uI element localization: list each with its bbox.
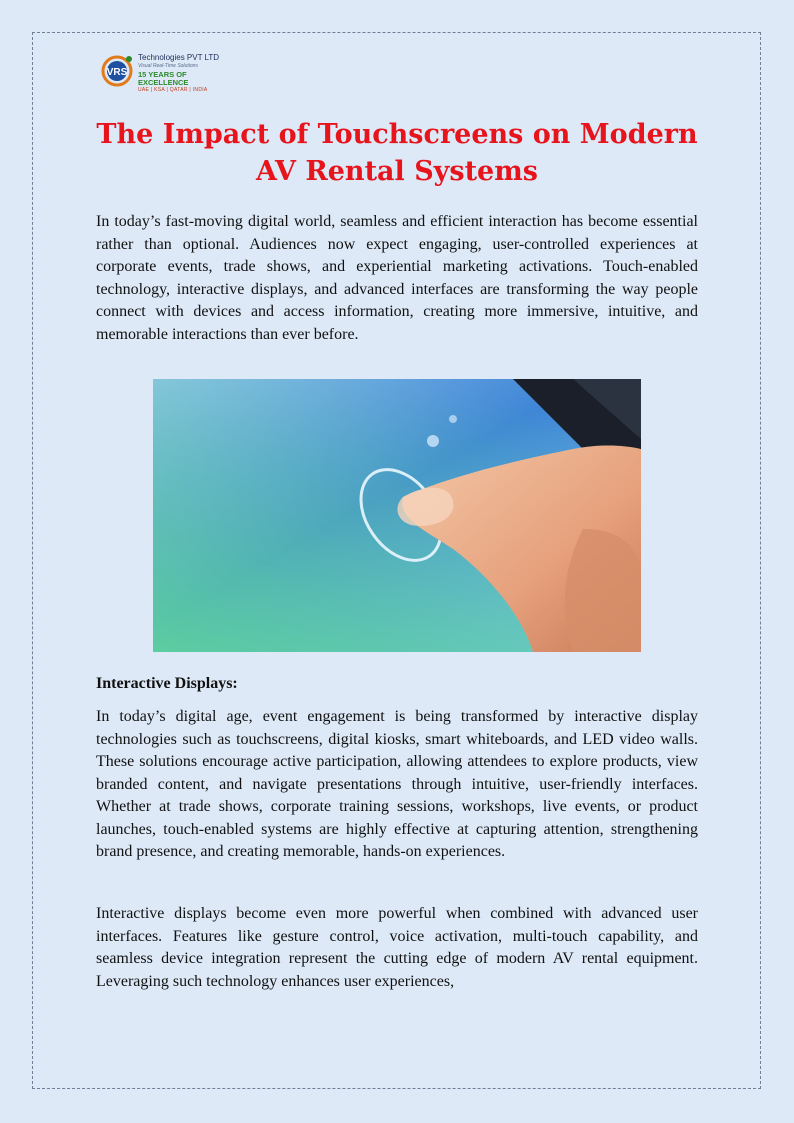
logo-mark-text: VRS <box>106 67 128 78</box>
logo-regions: UAE | KSA | QATAR | INDIA <box>138 87 208 93</box>
article-title: The Impact of Touchscreens on Modern AV Rental Systems <box>96 119 698 187</box>
section-paragraph-1: In today’s digital age, event engagement is being transformed by interactive display technologies such as touchscreens, digital kiosks, smart whiteboards, and LED video walls. These solutions encourage active participation, allowing attendees to explore products, view branded content, and navigate presentations through intuitive, user-friendly interfaces. Whether at trade shows, corporate training sessions, workshops, live events, or product launches, touch-enabled systems are highly effective at capturing attention, strengthening brand presence, and creating memorable, hands-on experiences. <box>96 708 698 860</box>
vrs-logo-icon <box>98 52 136 88</box>
section-paragraph-2: Interactive displays become even more powerful when combined with advanced user interfaces. Features like gesture control, voice activation, multi-touch capability, and seamless device integration represent the cutting edge of modern AV rental equipment. Leveraging such technology enhances user experiences, <box>96 905 698 990</box>
section-heading: Interactive Displays: <box>96 675 238 692</box>
logo-tagline: Visual Real-Time Solutions <box>138 63 198 69</box>
logo-years-badge: 15 YEARS OF EXCELLENCE <box>138 70 189 87</box>
intro-paragraph: In today’s fast-moving digital world, seamless and efficient interaction has become essential rather than optional. Audiences now expect engaging, user-controlled experiences at corporate events, trade shows, and experiential marketing activations. Touch-enabled technology, interactive displays, and advanced interfaces are transforming the way people connect with devices and access information, creating more immersive, intuitive, and memorable interactions than ever before. <box>96 213 698 343</box>
hero-image-touchscreen <box>153 379 641 652</box>
logo-company-name: Technologies PVT LTD <box>138 53 220 62</box>
company-logo <box>98 50 238 92</box>
finger-touch-illustration <box>153 379 641 652</box>
